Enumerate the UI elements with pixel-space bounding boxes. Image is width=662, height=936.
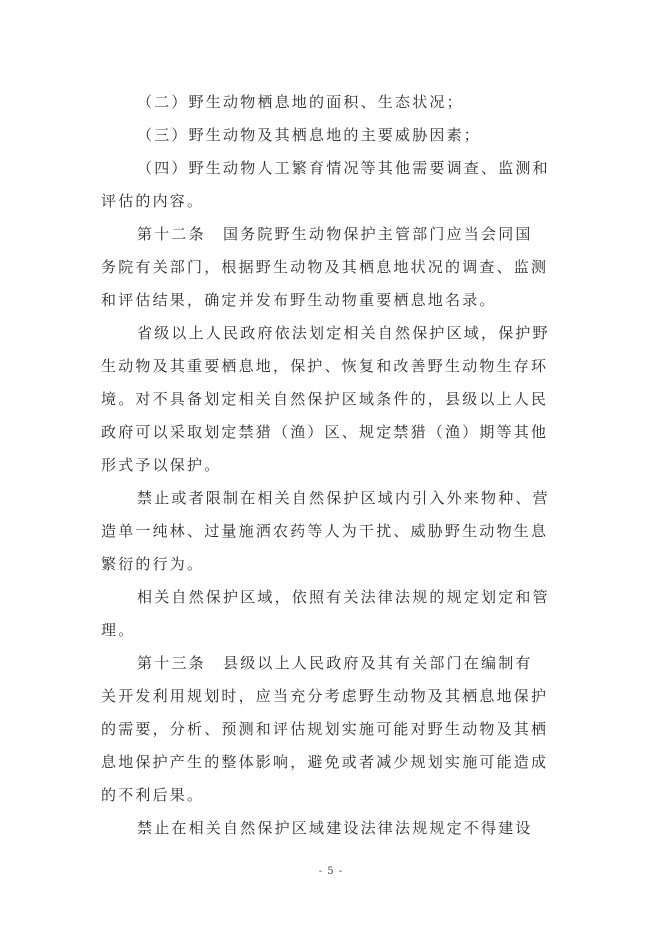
paragraph [101,583,561,649]
paragraph [101,220,561,319]
paragraph [101,121,561,154]
paragraph [101,88,561,121]
paragraph [101,484,561,583]
text-line: 生动物及其重要栖息地，保护、恢复和改善野生动物生存环 [101,357,549,375]
text-line: 相关自然保护区域，依照有关法律法规的规定划定和管 [137,588,550,606]
text-line: 务院有关部门，根据野生动物及其栖息地状况的调查、监测 [101,258,549,276]
text-line: 的不利后果。 [101,786,205,804]
text-line: （二）野生动物栖息地的面积、生态状况； [137,93,464,111]
text-line: 繁衍的行为。 [101,555,205,573]
paragraph [101,319,561,484]
page-number: - 5 - [318,866,344,877]
text-line: 境。对不具备划定相关自然保护区域条件的，县级以上人民 [101,390,549,408]
paragraph [101,814,561,847]
text-line: 和评估结果，确定并发布野生动物重要栖息地名录。 [101,291,497,309]
text-line: （三）野生动物及其栖息地的主要威胁因素； [137,126,482,144]
text-line: 形式予以保护。 [101,456,222,474]
text-line: 理。 [101,621,136,639]
text-line: 造单一纯林、过量施洒农药等人为干扰、威胁野生动物生息 [101,522,549,540]
paragraph [101,154,561,220]
text-line: 省级以上人民政府依法划定相关自然保护区域，保护野 [137,324,550,342]
text-line: 的需要，分析、预测和评估规划实施可能对野生动物及其栖 [101,720,549,738]
text-line: 息地保护产生的整体影响，避免或者减少规划实施可能造成 [101,753,549,771]
document-body [101,88,561,847]
text-line: 评估的内容。 [101,192,205,210]
text-line: （四）野生动物人工繁育情况等其他需要调查、监测和 [137,159,550,177]
text-line: 政府可以采取划定禁猎（渔）区、规定禁猎（渔）期等其他 [101,423,549,441]
text-line: 禁止在相关自然保护区域建设法律法规规定不得建设 [137,819,533,837]
text-line: 关开发利用规划时，应当充分考虑野生动物及其栖息地保护 [101,687,549,705]
text-line: 禁止或者限制在相关自然保护区域内引入外来物种、营 [137,489,550,507]
text-line: 第十三条 县级以上人民政府及其有关部门在编制有 [137,654,533,672]
text-line: 第十二条 国务院野生动物保护主管部门应当会同国 [137,225,533,243]
paragraph [101,649,561,814]
